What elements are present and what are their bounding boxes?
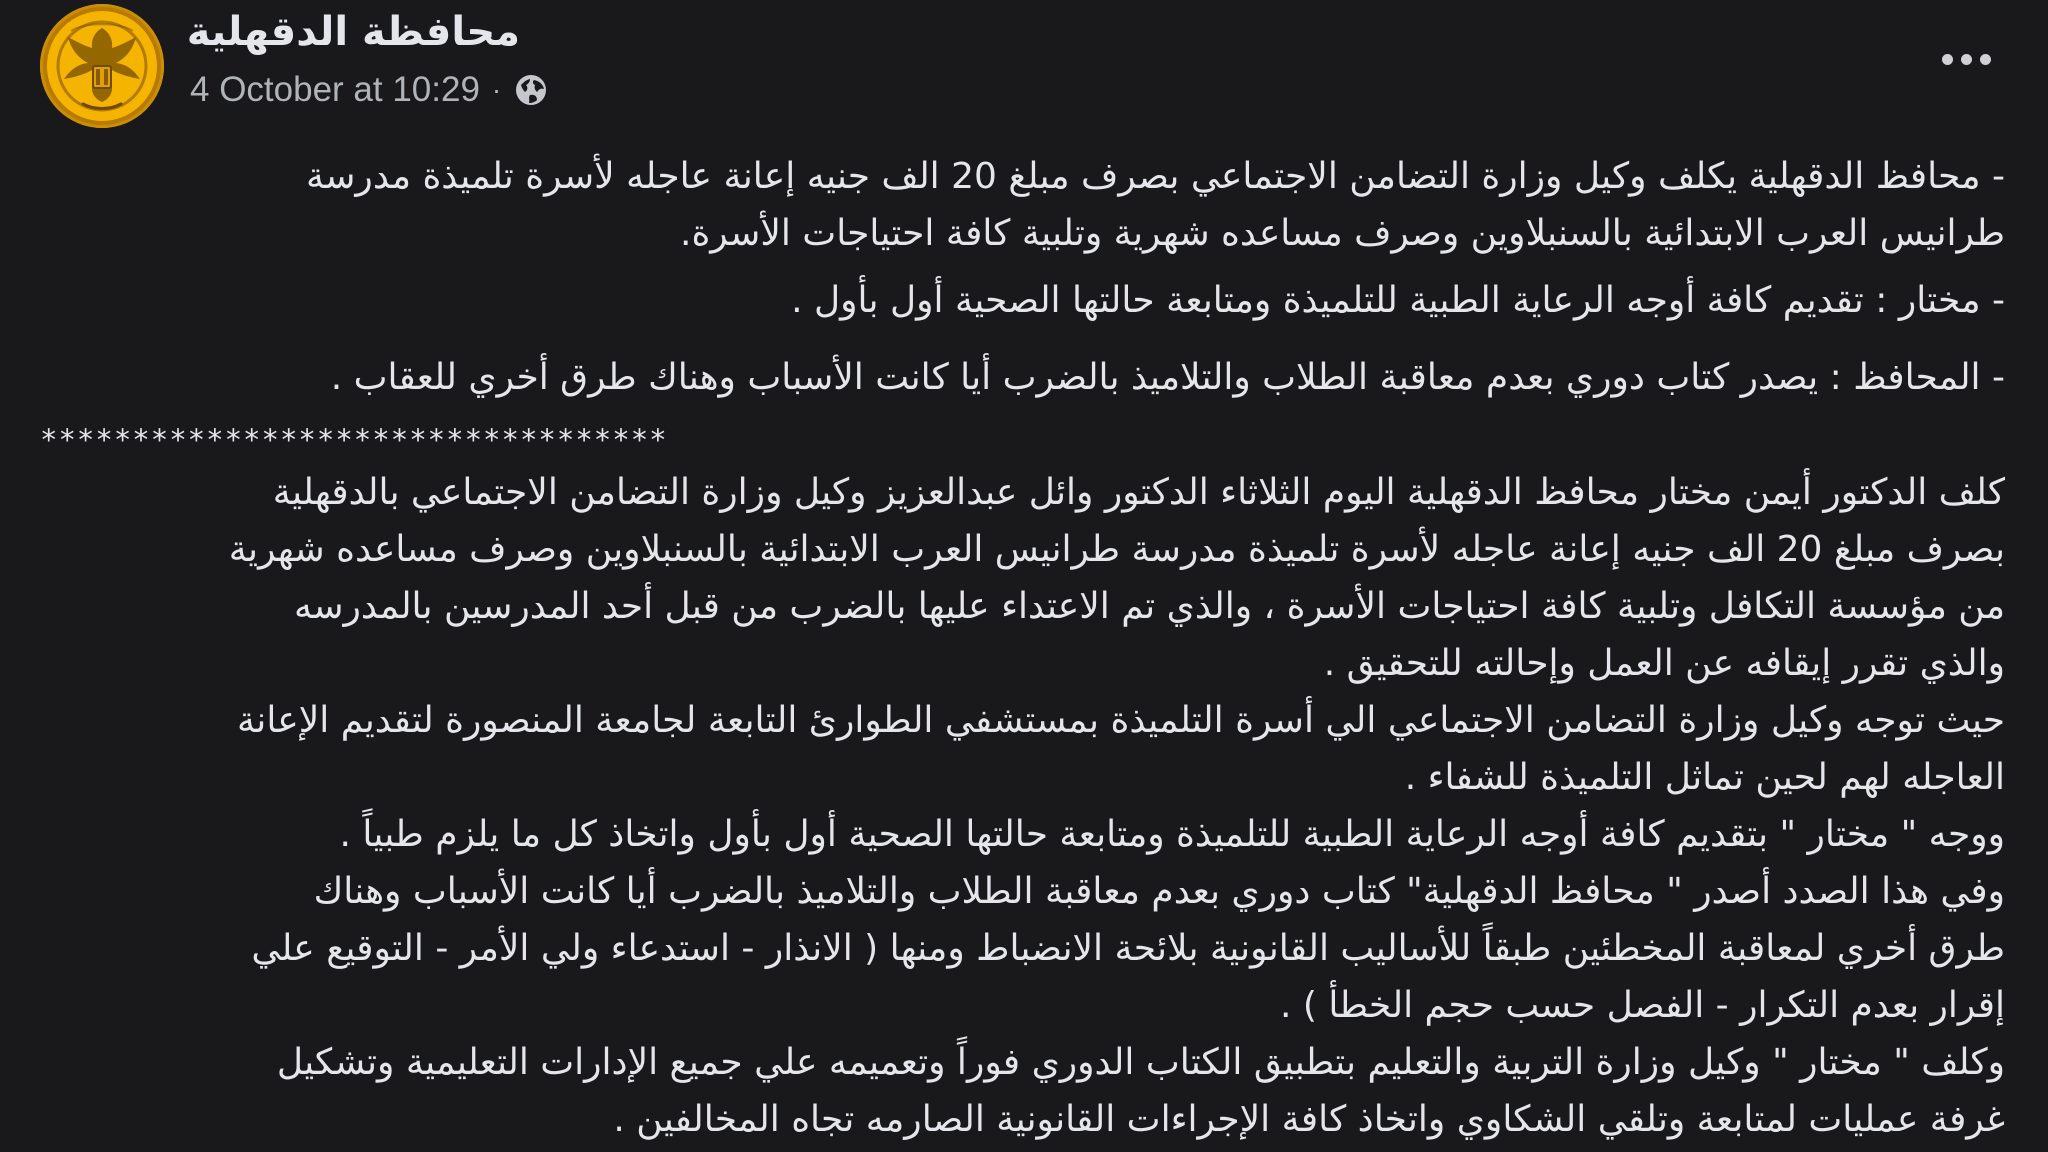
post-text-line: العاجله لهم لحين تماثل التلميذة للشفاء .	[1404, 757, 2005, 798]
post-text-line: غرفة عمليات لمتابعة وتلقي الشكاوي واتخاذ كافة الإجراءات القانونية الصارمه تجاه المخالفين .	[613, 1099, 2005, 1140]
more-icon	[1942, 54, 1991, 65]
profile-avatar[interactable]	[40, 4, 164, 128]
post-text-line: - المحافظ : يصدر كتاب دوري بعدم معاقبة الطلاب والتلاميذ بالضرب أيا كانت الأسباب وهناك طرق أخري للعقاب .	[330, 357, 2005, 398]
egyptian-eagle-emblem-icon	[40, 4, 164, 128]
post-timestamp[interactable]: 4 October at 10:29	[190, 70, 480, 109]
post-text-line: من مؤسسة التكافل وتلبية كافة احتياجات الأسرة ، والذي تم الاعتداء عليها بالضرب من قبل أحد المدرسين بالمدرسه	[294, 586, 2005, 627]
divider-stars: **********************************	[40, 423, 668, 457]
page-author-name[interactable]: محافظة الدقهلية	[186, 9, 520, 55]
post-text-line: حيث توجه وكيل وزارة التضامن الاجتماعي الي أسرة التلميذة بمستشفي الطوارئ التابعة لجامعة المنصورة لتقديم الإعانة	[237, 700, 2005, 741]
post-text-line: - مختار : تقديم كافة أوجه الرعاية الطبية للتلميذة ومتابعة حالتها الصحية أول بأول .	[791, 280, 2005, 321]
post-text-line: بصرف مبلغ 20 الف جنيه إعانة عاجله لأسرة تلميذة مدرسة طرانيس العرب الابتدائية بالسنبلاوين وصرف مساعده شهرية	[228, 529, 2005, 570]
post-more-button[interactable]	[1929, 37, 2003, 81]
post-text-line: طرانيس العرب الابتدائية بالسنبلاوين وصرف مساعده شهرية وتلبية كافة احتياجات الأسرة.	[680, 213, 2005, 254]
meta-separator: ·	[491, 74, 502, 105]
post-text-line: طرق أخري لمعاقبة المخطئين طبقاً للأساليب القانونية بلائحة الانضباط ومنها ( الانذار - استدعاء ولي الأمر - التوقيع علي	[251, 928, 2005, 969]
post-meta	[190, 68, 549, 112]
post-text-line: وكلف " مختار " وكيل وزارة التربية والتعليم بتطبيق الكتاب الدوري فوراً وتعميمه علي جميع الإدارات التعليمية وتشكيل	[276, 1042, 2005, 1083]
post-text-line: والذي تقرر إيقافه عن العمل وإحالته للتحقيق .	[1323, 643, 2005, 684]
post-text-line: كلف الدكتور أيمن مختار محافظ الدقهلية اليوم الثلاثاء الدكتور وائل عبدالعزيز وكيل وزارة التضامن الاجتماعي بالدقهلية	[272, 472, 2005, 513]
post-text-line: وفي هذا الصدد أصدر " محافظ الدقهلية" كتاب دوري بعدم معاقبة الطلاب والتلاميذ بالضرب أيا كانت الأسباب وهناك	[313, 871, 2005, 912]
post-text-line: إقرار بعدم التكرار - الفصل حسب حجم الخطأ ) .	[1279, 985, 2005, 1026]
globe-icon	[513, 72, 549, 108]
post-text-line: ووجه " مختار " بتقديم كافة أوجه الرعاية الطبية للتلميذة ومتابعة حالتها الصحية أول بأول واتخاذ كل ما يلزم طبياً .	[339, 814, 2005, 855]
post-text	[40, 148, 2005, 1148]
post-text-line: - محافظ الدقهلية يكلف وكيل وزارة التضامن الاجتماعي بصرف مبلغ 20 الف جنيه إعانة عاجله لأسرة تلميذة مدرسة	[305, 156, 2005, 197]
